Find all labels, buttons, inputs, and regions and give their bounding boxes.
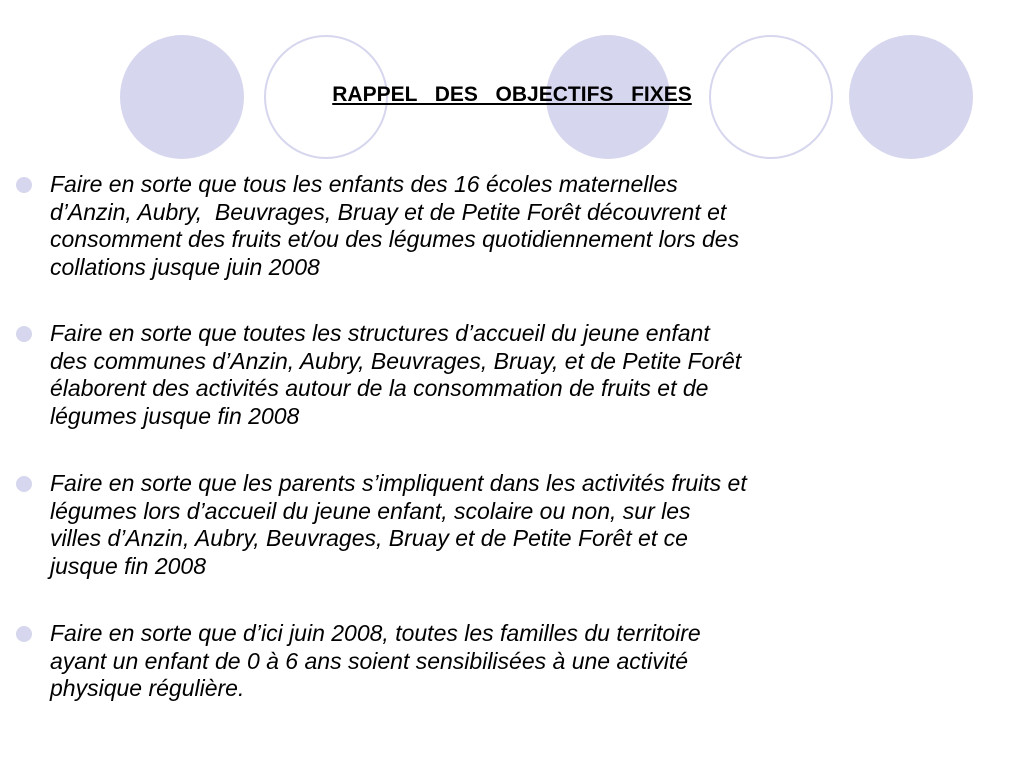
objective-line: jusque fin 2008 — [50, 552, 207, 579]
objective-line: physique régulière. — [50, 675, 245, 701]
objective-line: Faire en sorte que les parents s’impliquent dans les activités fruits et — [50, 470, 747, 496]
objectives-list — [16, 171, 916, 742]
circle-bullet-icon — [16, 626, 32, 642]
slide-title: RAPPEL DES OBJECTIFS FIXES — [332, 83, 692, 106]
objective-line: élaborent des activités autour de la consommation de fruits et de — [50, 375, 709, 401]
objective-line: d’Anzin, Aubry, Beuvrages, Bruay et de Petite Forêt découvrent et — [50, 198, 727, 225]
circle-bullet-icon — [16, 177, 32, 193]
circle-bullet-icon — [16, 476, 32, 492]
objective-line: collations jusque juin 2008 — [50, 253, 320, 280]
objective-item — [16, 171, 916, 281]
objective-item — [16, 620, 916, 703]
objective-line: ayant un enfant de 0 à 6 ans soient sensibilisées à une activité — [50, 647, 689, 674]
objective-line: légumes jusque fin 2008 — [50, 402, 300, 429]
circle-bullet-icon — [16, 326, 32, 342]
objective-line: villes d’Anzin, Aubry, Beuvrages, Bruay et de Petite Forêt et ce — [50, 525, 688, 551]
objective-line: Faire en sorte que d’ici juin 2008, toutes les familles du territoire — [50, 620, 701, 646]
objective-line: légumes lors d’accueil du jeune enfant, scolaire ou non, sur les — [50, 497, 691, 524]
objective-line: consomment des fruits et/ou des légumes quotidiennement lors des — [50, 226, 740, 252]
objective-line: des communes d’Anzin, Aubry, Beuvrages, Bruay, et de Petite Forêt — [50, 347, 742, 374]
objective-item — [16, 470, 916, 580]
objective-line: Faire en sorte que toutes les structures d’accueil du jeune enfant — [50, 320, 710, 346]
objective-line: Faire en sorte que tous les enfants des 16 écoles maternelles — [50, 171, 678, 197]
objective-item — [16, 320, 916, 430]
